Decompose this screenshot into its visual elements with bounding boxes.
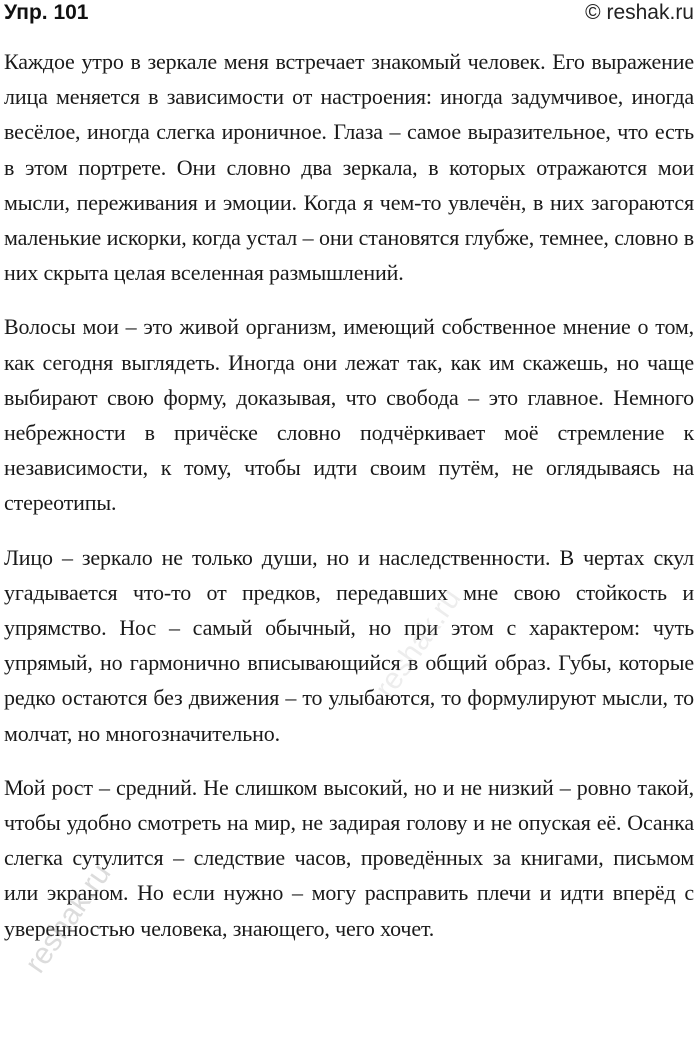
paragraph-eyes: Каждое утро в зеркале меня встречает знакомый человек. Его выражение лица меняется в зависимости от настроения: иногда задумчивое, иногда весёлое, иногда слегка ироничное. Глаза – самое выразительное, что есть в этом портрете. Они словно два зеркала, в которых отражаются мои мысли, переживания и эмоции. Когда я чем-то увлечён, в них загораются маленькие искорки, когда устал – они становятся глубже, темнее, словно в них скрыта целая вселенная размышлений. [4, 49, 694, 286]
header [4, 0, 694, 30]
essay-text [4, 44, 694, 965]
watermark-text: reshak.ru [18, 857, 118, 980]
copyright-source: © reshak.ru [585, 1, 694, 24]
exercise-title: Упр. 101 [4, 1, 89, 24]
watermark-text: reshak.ru [368, 582, 468, 705]
paragraph-height: Мой рост – средний. Не слишком высокий, но и не низкий – ровно такой, чтобы удобно смотреть на мир, не задирая голову и не опуская её. Осанка слегка сутулится – следствие часов, проведённых за книгами, письмом или экраном. Но если нужно – могу расправить плечи и идти вперёд с уверенностью человека, знающего, чего хочет. [4, 774, 694, 941]
paragraph-hair: Волосы мои – это живой организм, имеющий собственное мнение о том, как сегодня выглядеть. Иногда они лежат так, как им скажешь, но чаще выбирают свою форму, доказывая, что свобода – это главное. Немного небрежности в причёске словно подчёркивает моё стремление к независимости, к тому, чтобы идти своим путём, не оглядываясь на стереотипы. [4, 314, 694, 516]
paragraph-face: Лицо – зеркало не только души, но и наследственности. В чертах скул угадывается что-то от предков, передавших мне свою стойкость и упрямство. Нос – самый обычный, но при этом с характером: чуть упрямый, но гармонично вписывающийся в общий образ. Губы, которые редко остаются без движения – то улыбаются, то формулируют мысли, то молчат, но многозначительно. [4, 544, 694, 746]
